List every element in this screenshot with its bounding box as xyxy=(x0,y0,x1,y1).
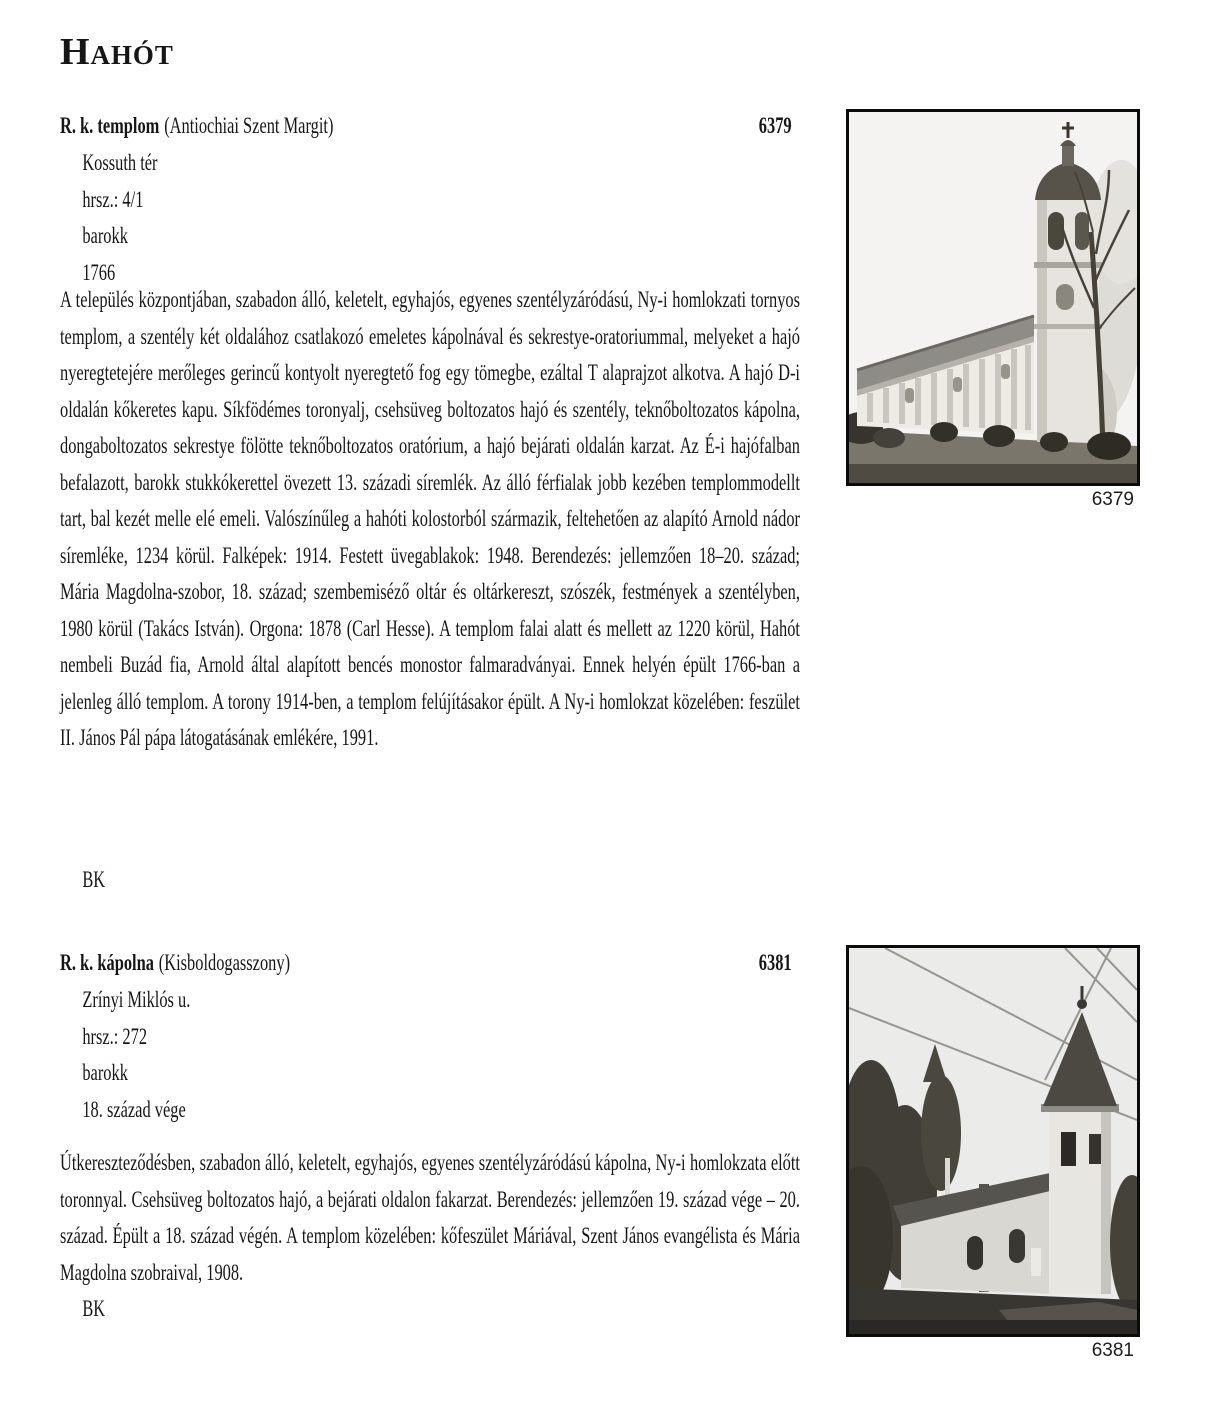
description-paragraph: A település központjában, szabadon álló, keletelt, egyhajós, egyenes szentélyzáródású, Ny-i homlokzati tornyos templom, a szentély két oldalához csatlakozó emeletes kápolnával és sekrestye-oratoriummal, melyeket a hajó nyeregtetejére merőleges gerincű kontyolt nyeregtető fog egy tömegbe, ezáltal T alaprajzot alkotva. A hajó D-i oldalán kőkeretes kapu. Síkfödémes toronyalj, csehsüveg boltozatos hajó és szentély, teknőboltozatos kápolna, dongaboltozatos sekrestye fölötte teknőboltozatos oratórium, a hajó bejárati oldalán karzat. Az É-i hajófalban befalazott, barokk stukkókerettel övezett 13. századi síremlék. Az álló férfialak jobb kezében templommodellt tart, bal kezét melle elé emeli. Valószínűleg a hahóti kolostorból származik, feltehetően az alapító Arnold nádor síremléke, 1234 körül. Falképek: 1914. Festett üvegablakok: 1948. Berendezés: jellemzően 18–20. század; Mária Magdolna-szobor, 18. század; szembemiséző oltár és oltárkereszt, szószék, festmények a szentélyben, 1980 körül (Takács István). Orgona: 1878 (Carl Hesse). A templom falai alatt és mellett az 1220 körül, Hahót nembeli Buzád fia, Arnold által alapított bencés monostor falmaradványai. Ennek helyén épült 1766-ban a jelenleg álló templom. A torony 1914-ben, a templom felújításakor épült. A Ny-i homlokzat közelében: feszület II. János Pál pápa látogatásának emlékére, 1991. xyxy=(60,287,800,751)
photo-caption: 6381 xyxy=(1091,1340,1134,1361)
photo-6379 xyxy=(846,109,1140,511)
parcel-number-line: hrsz.: 4/1 xyxy=(82,186,144,213)
address-line: Kossuth tér xyxy=(82,150,158,176)
entry-header-6381 xyxy=(60,945,800,982)
spire-ball xyxy=(1077,999,1087,1009)
monument-dedication: (Kisboldogasszony) xyxy=(158,950,291,976)
author-initials: BK xyxy=(82,867,106,893)
photo-frame xyxy=(846,945,1140,1337)
photo-6381 xyxy=(846,945,1140,1362)
text-column xyxy=(60,28,800,1322)
date-line: 18. század vége xyxy=(82,1096,186,1123)
style-line: barokk xyxy=(82,1060,128,1086)
entry-details-6379 xyxy=(82,145,157,291)
description-paragraph: Útkereszteződésben, szabadon álló, keletelt, egyhajós, egyenes szentélyzáródású kápolna, Ny-i homlokzata előtt toronnyal. Csehsüveg boltozatos hajó, a bejárati oldalon fakarzat. Berendezés: jellemzően 19. század vége – 20. század. Épült a 18. század végén. A templom közelében: kőfeszület Máriával, Szent János evangélista és Mária Magdolna szobraival, 1908. xyxy=(60,1150,800,1286)
monument-name: R. k. kápolna xyxy=(60,950,154,976)
entry-title xyxy=(60,108,333,145)
date-line: 1766 xyxy=(82,259,116,286)
entry-header-6379 xyxy=(60,108,800,145)
monument-number: 6381 xyxy=(758,950,792,976)
entry-6381 xyxy=(60,945,800,1328)
monument-dedication: (Antiochiai Szent Margit) xyxy=(164,113,334,139)
church-photo-illustration xyxy=(849,112,1137,483)
photo-frame xyxy=(846,109,1140,486)
monument-number: 6379 xyxy=(758,113,792,139)
parcel-number-line: hrsz.: 272 xyxy=(82,1023,148,1050)
author-initials: BK xyxy=(82,1296,106,1322)
monument-name: R. k. templom xyxy=(60,113,160,139)
tower-lantern xyxy=(1062,146,1074,166)
entry-details-6381 xyxy=(82,982,800,1128)
photo-caption: 6379 xyxy=(1091,489,1134,510)
page-title: Hahót xyxy=(60,31,174,73)
chapel-photo-illustration xyxy=(849,948,1137,1334)
address-line: Zrínyi Miklós u. xyxy=(82,987,191,1013)
style-line: barokk xyxy=(82,223,128,249)
entry-title xyxy=(60,945,290,982)
